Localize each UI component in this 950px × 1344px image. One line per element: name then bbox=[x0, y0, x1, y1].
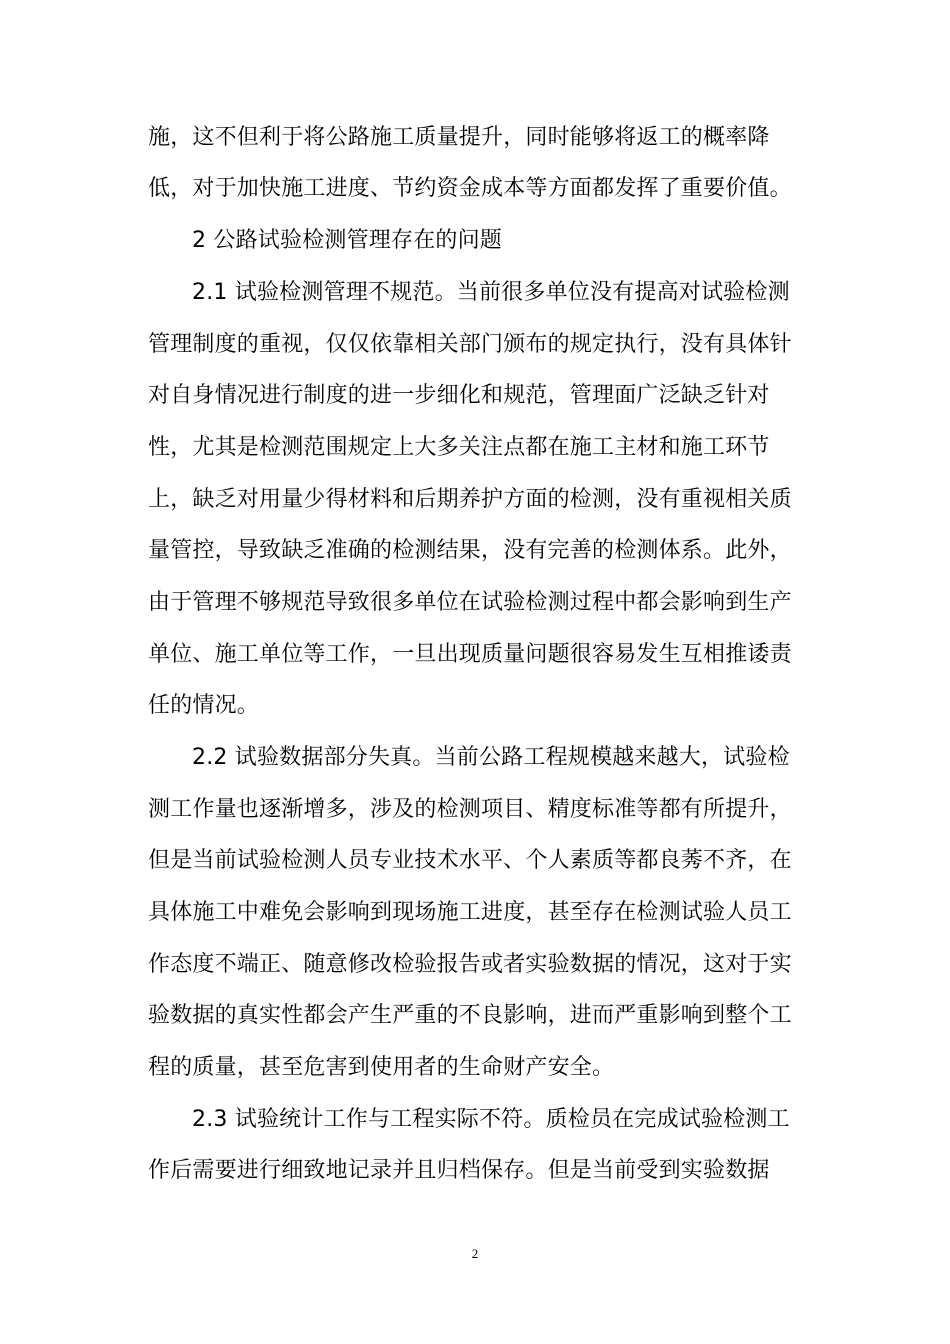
body-text-line: 作态度不端正、随意修改检验报告或者实验数据的情况，这对于实 bbox=[148, 952, 792, 977]
body-text-line: 验数据的真实性都会产生严重的不良影响，进而严重影响到整个工 bbox=[148, 1003, 792, 1028]
subsection-heading-line: 2.2 试验数据部分失真。当前公路工程规模越来越大，试验检 bbox=[192, 745, 790, 770]
body-text-line: 上，缺乏对用量少得材料和后期养护方面的检测，没有重视相关质 bbox=[148, 487, 792, 512]
body-text-line: 由于管理不够规范导致很多单位在试验检测过程中都会影响到生产 bbox=[148, 590, 792, 615]
body-text-line: 单位、施工单位等工作，一旦出现质量问题很容易发生互相推诿责 bbox=[148, 642, 792, 667]
body-text-line: 测工作量也逐渐增多，涉及的检测项目、精度标准等都有所提升， bbox=[148, 797, 792, 822]
body-text-line: 对自身情况进行制度的进一步细化和规范，管理面广泛缺乏针对 bbox=[148, 383, 770, 408]
body-text-line: 但是当前试验检测人员专业技术水平、个人素质等都良莠不齐，在 bbox=[148, 848, 792, 873]
subsection-heading-line: 2.3 试验统计工作与工程实际不符。质检员在完成试验检测工 bbox=[192, 1107, 790, 1132]
subsection-heading-line: 2.1 试验检测管理不规范。当前很多单位没有提高对试验检测 bbox=[192, 280, 790, 305]
body-text-line: 施，这不但利于将公路施工质量提升，同时能够将返工的概率降 bbox=[148, 125, 770, 150]
body-text-line: 具体施工中难免会影响到现场施工进度，甚至存在检测试验人员工 bbox=[148, 900, 792, 925]
body-text-line: 管理制度的重视，仅仅依靠相关部门颁布的规定执行，没有具体针 bbox=[148, 332, 792, 357]
page-number: 2 bbox=[471, 1246, 479, 1261]
body-text-line: 低，对于加快施工进度、节约资金成本等方面都发挥了重要价值。 bbox=[148, 176, 792, 201]
body-text-line: 作后需要进行细致地记录并且归档保存。但是当前受到实验数据 bbox=[148, 1158, 770, 1183]
body-text-line: 任的情况。 bbox=[148, 693, 260, 718]
body-text-line: 性，尤其是检测范围规定上大多关注点都在施工主材和施工环节 bbox=[148, 435, 770, 460]
section-heading: 2 公路试验检测管理存在的问题 bbox=[192, 228, 502, 253]
body-text-line: 量管控，导致缺乏准确的检测结果，没有完善的检测体系。此外， bbox=[148, 538, 792, 563]
body-text-line: 程的质量，甚至危害到使用者的生命财产安全。 bbox=[148, 1055, 615, 1080]
